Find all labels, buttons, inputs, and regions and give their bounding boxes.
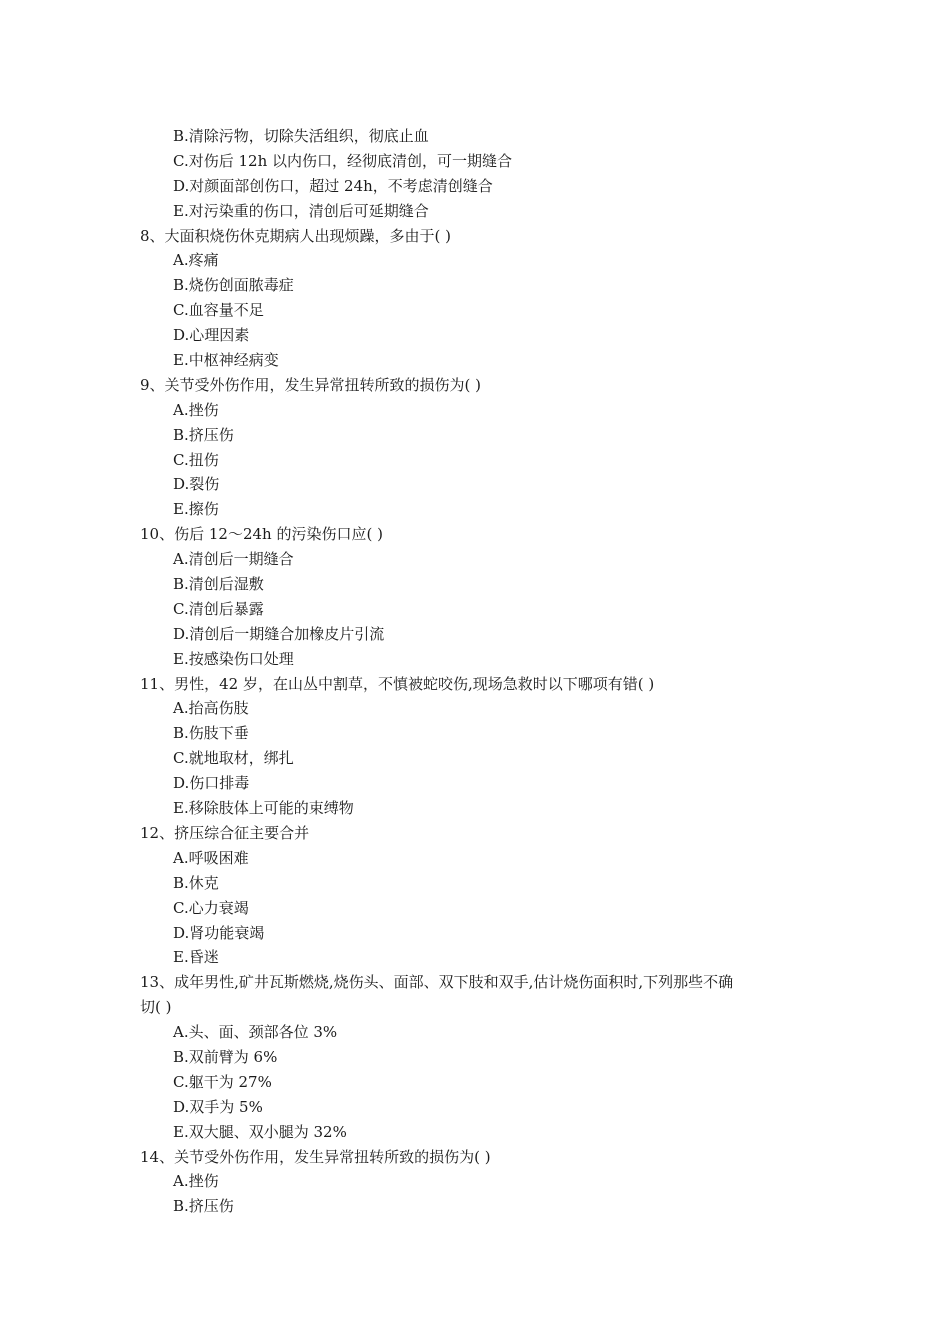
- option-b: B.清创后湿敷: [173, 575, 264, 594]
- option-b: B.双前臂为 6%: [173, 1047, 278, 1066]
- option-a: A.呼吸困难: [173, 848, 249, 867]
- option-d: D.对颜面部创伤口，超过 24h，不考虑清创缝合: [173, 176, 493, 195]
- option-a: A.抬高伤肢: [173, 699, 249, 718]
- option-c: C.血容量不足: [173, 301, 264, 320]
- question-9-stem: 9、关节受外伤作用，发生异常扭转所致的损伤为( ): [140, 375, 482, 394]
- question-14-stem: 14、关节受外伤作用，发生异常扭转所致的损伤为( ): [140, 1147, 491, 1166]
- option-c: C.躯干为 27%: [173, 1072, 272, 1091]
- option-a: A.清创后一期缝合: [173, 550, 294, 569]
- question-11-stem: 11、男性，42 岁，在山丛中割草，不慎被蛇咬伤,现场急救时以下哪项有错( ): [140, 674, 655, 693]
- option-b: B.挤压伤: [173, 1197, 234, 1216]
- question-13-stem-continued: 切( ): [140, 998, 172, 1017]
- option-e: E.昏迷: [173, 948, 219, 967]
- option-e: E.双大腿、双小腿为 32%: [173, 1122, 347, 1141]
- option-d: D.肾功能衰竭: [173, 923, 265, 942]
- option-d: D.双手为 5%: [173, 1097, 263, 1116]
- option-c: C.就地取材，绑扎: [173, 749, 294, 768]
- option-a: A.疼痛: [173, 251, 219, 270]
- question-12-stem: 12、挤压综合征主要合并: [140, 823, 310, 842]
- option-b: B.挤压伤: [173, 425, 234, 444]
- option-d: D.心理因素: [173, 326, 250, 345]
- question-10-stem: 10、伤后 12～24h 的污染伤口应( ): [140, 525, 383, 544]
- option-b: B.清除污物，切除失活组织，彻底止血: [173, 127, 429, 145]
- option-c: C.心力衰竭: [173, 898, 249, 917]
- option-b: B.伤肢下垂: [173, 724, 249, 743]
- option-c: C.扭伤: [173, 450, 219, 469]
- option-c: C.对伤后 12h 以内伤口，经彻底清创，可一期缝合: [173, 151, 512, 170]
- option-a: A.挫伤: [173, 1172, 219, 1191]
- question-13-stem: 13、成年男性,矿井瓦斯燃烧,烧伤头、面部、双下肢和双手,估计烧伤面积时,下列那些不确: [140, 973, 734, 992]
- option-d: D.裂伤: [173, 475, 220, 494]
- option-b: B.烧伤创面脓毒症: [173, 276, 294, 295]
- option-e: E.按感染伤口处理: [173, 649, 294, 668]
- option-e: E.移除肢体上可能的束缚物: [173, 799, 354, 818]
- option-a: A.头、面、颈部各位 3%: [173, 1023, 338, 1042]
- option-d: D.清创后一期缝合加橡皮片引流: [173, 624, 385, 643]
- option-a: A.挫伤: [173, 400, 219, 419]
- question-8-stem: 8、大面积烧伤休克期病人出现烦躁，多由于( ): [140, 226, 452, 245]
- option-b: B.休克: [173, 873, 219, 892]
- option-e: E.中枢神经病变: [173, 351, 279, 370]
- option-d: D.伤口排毒: [173, 774, 250, 793]
- option-e: E.对污染重的伤口，清创后可延期缝合: [173, 201, 429, 220]
- option-c: C.清创后暴露: [173, 599, 264, 618]
- option-e: E.擦伤: [173, 500, 219, 519]
- question-list: [140, 124, 820, 1219]
